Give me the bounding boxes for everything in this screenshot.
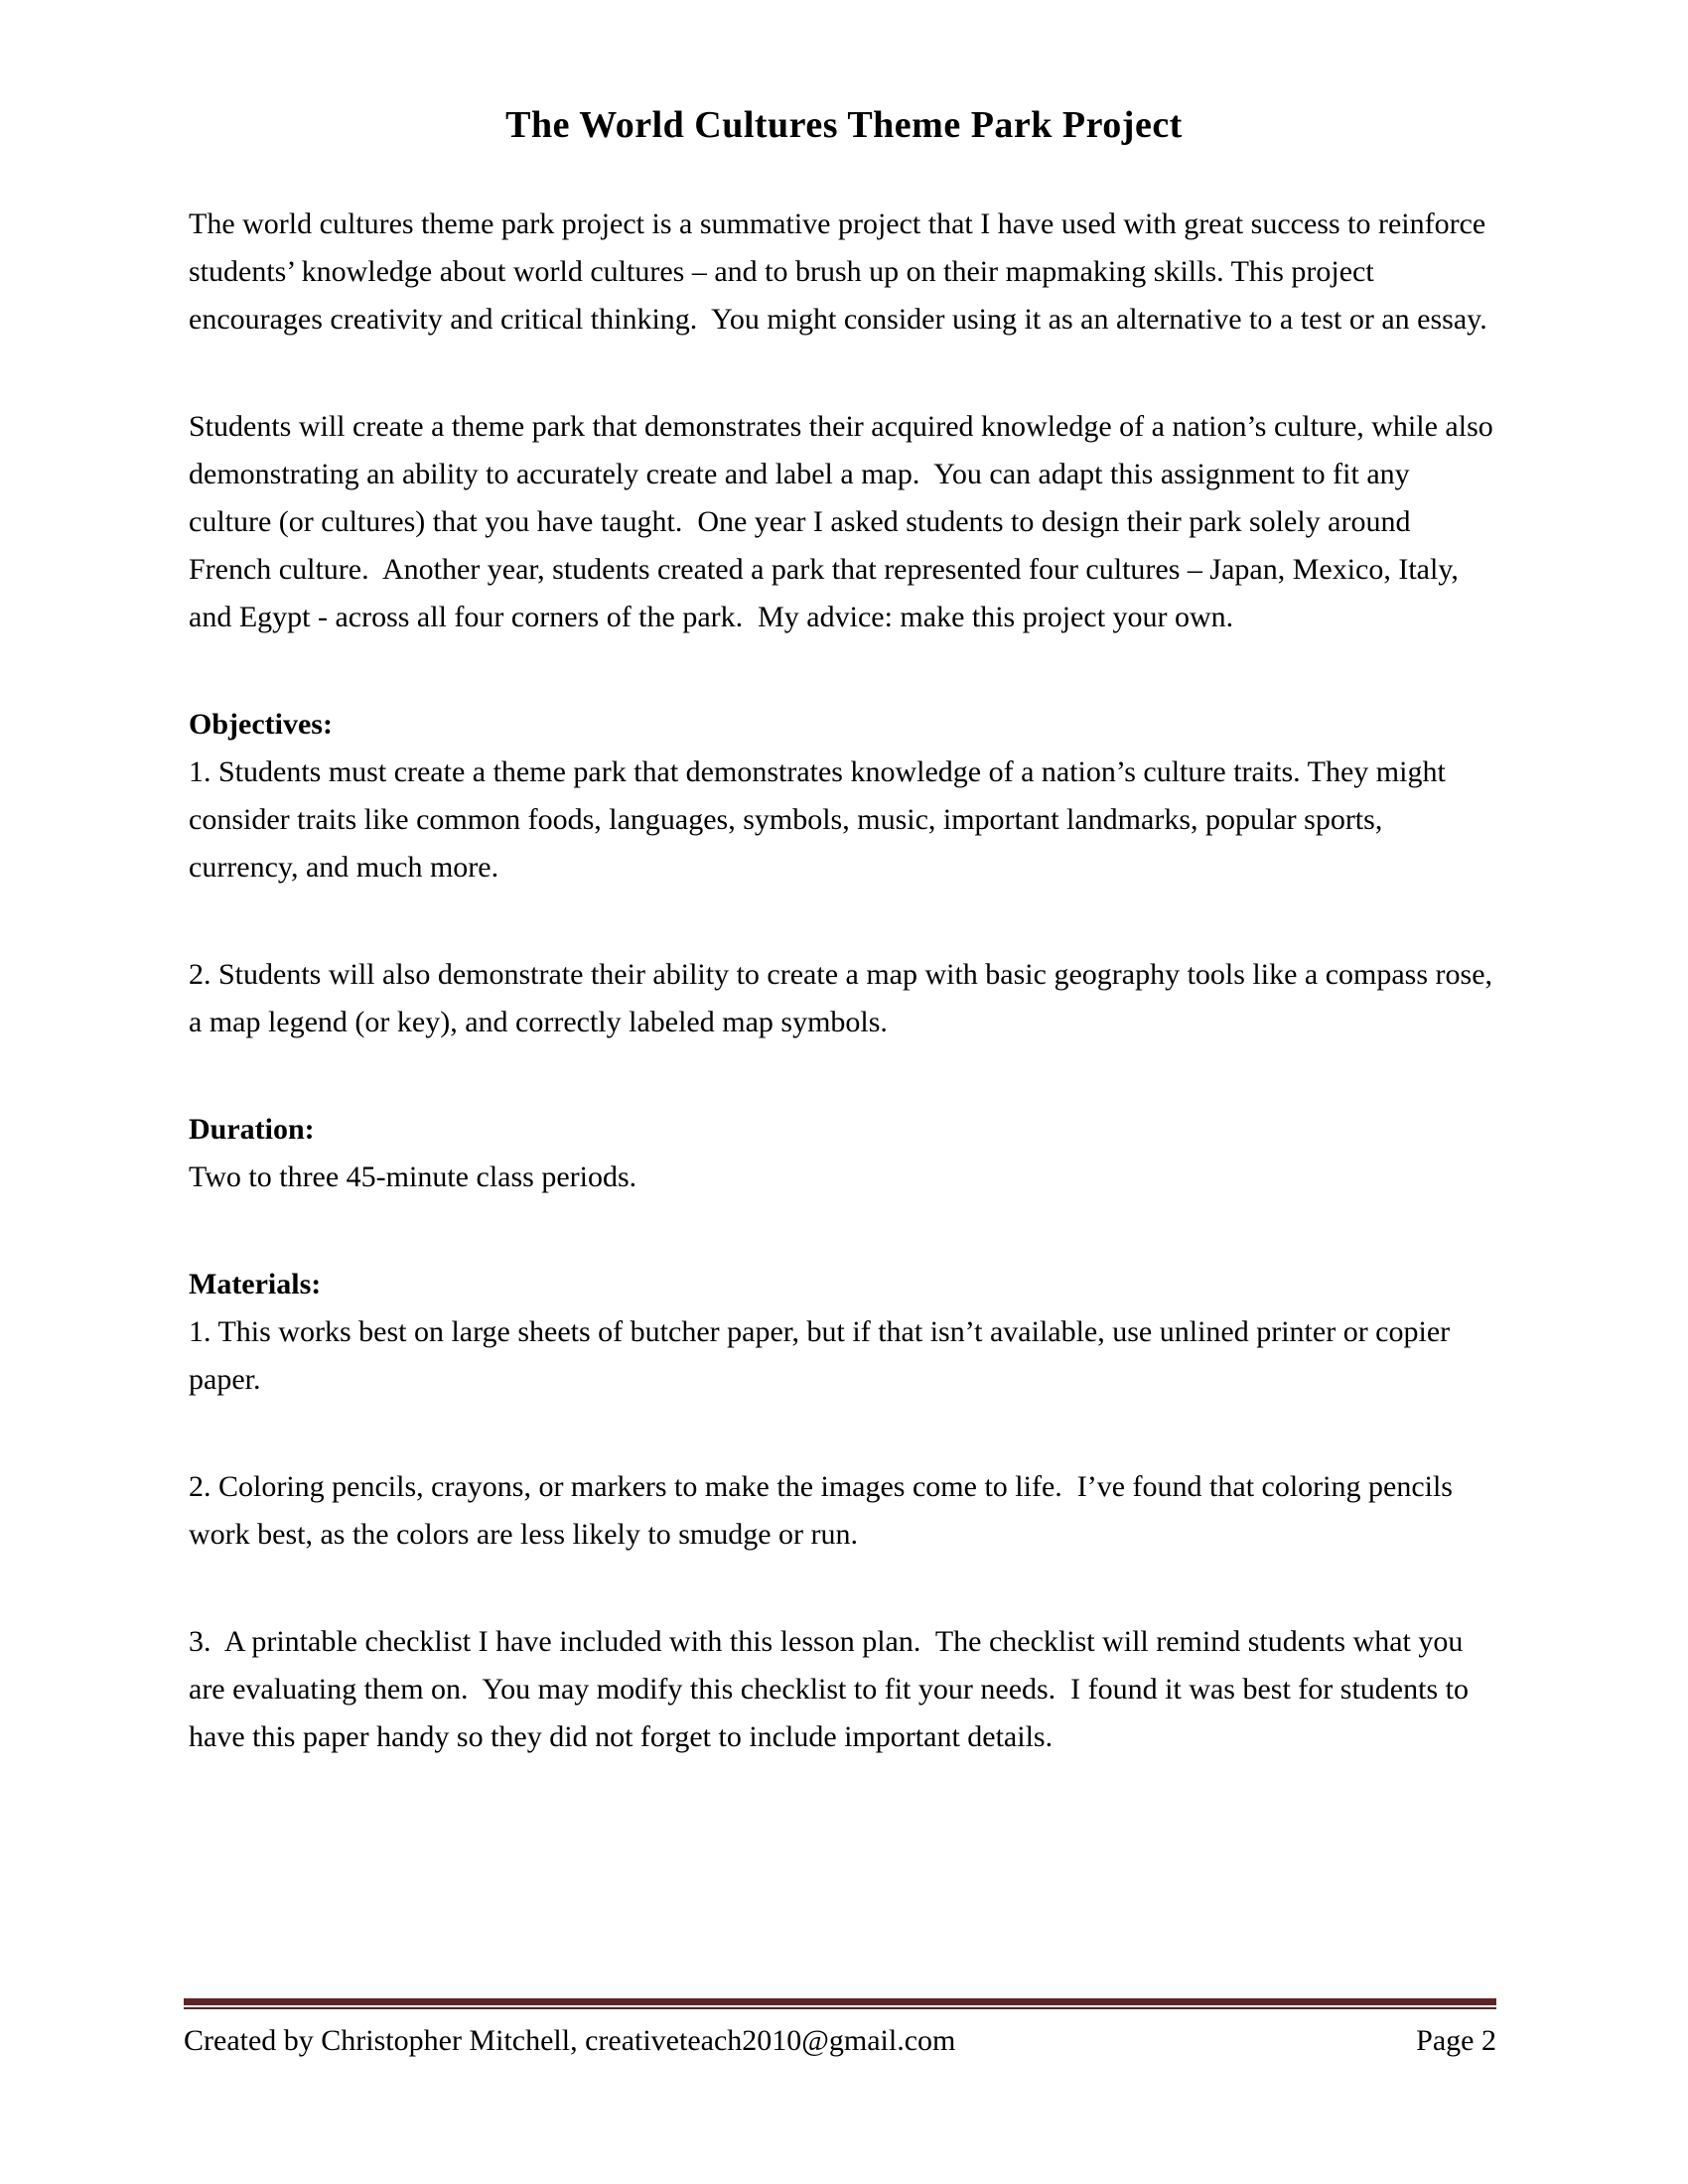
section-duration	[189, 1106, 1499, 1201]
footer-credit: Created by Christopher Mitchell, creativeteach2010@gmail.com	[184, 2024, 956, 2057]
intro-paragraph-1: The world cultures theme park project is a summative project that I have used with great success to reinforce students’ knowledge about world cultures – and to brush up on their mapmaking skills. This project encourages creativity and critical thinking. You might consider using it as an alternative to a test or an essay.	[189, 207, 1493, 336]
objectives-item-1: 1. Students must create a theme park that demonstrates knowledge of a nation’s culture traits. They might consider traits like common foods, languages, symbols, music, important landmarks, popular sports, currency, and much more.	[189, 755, 1454, 884]
footer-page-number: Page 2	[1416, 2024, 1496, 2057]
footer-rule	[184, 1998, 1496, 2009]
materials-item-1: 1. This works best on large sheets of butcher paper, but if that isn’t available, use unlined printer or copier paper.	[189, 1315, 1458, 1396]
materials-item-3: 3. A printable checklist I have included with this lesson plan. The checklist will remind students what you are evaluating them on. You may modify this checklist to fit your needs. I found it was best for students to have this paper handy so they did not forget to include important details.	[189, 1625, 1477, 1753]
document-page	[189, 0, 1499, 1821]
duration-text: Two to three 45-minute class periods.	[189, 1160, 637, 1193]
materials-heading: Materials:	[189, 1268, 322, 1300]
duration-heading: Duration:	[189, 1113, 315, 1146]
materials-item-2: 2. Coloring pencils, crayons, or markers to make the images come to life. I’ve found that coloring pencils work best, as the colors are less likely to smudge or run.	[189, 1470, 1461, 1551]
section-objectives	[189, 701, 1499, 1046]
section-materials	[189, 1261, 1499, 1761]
objectives-item-2: 2. Students will also demonstrate their ability to create a map with basic geography tools like a compass rose, a map legend (or key), and correctly labeled map symbols.	[189, 958, 1500, 1038]
page-footer	[184, 1998, 1496, 2061]
page-title: The World Cultures Theme Park Project	[505, 104, 1183, 146]
intro-paragraph-2: Students will create a theme park that demonstrates their acquired knowledge of a nation’s culture, while also demonstrating an ability to accurately create and label a map. You can adapt this assignment to fit any culture (or cultures) that you have taught. One year I asked students to design their park solely around French culture. Another year, students created a park that represented four cultures – Japan, Mexico, Italy, and Egypt - across all four corners of the park. My advice: make this project your own.	[189, 410, 1501, 633]
objectives-heading: Objectives:	[189, 708, 333, 741]
footer-row	[184, 2021, 1496, 2061]
